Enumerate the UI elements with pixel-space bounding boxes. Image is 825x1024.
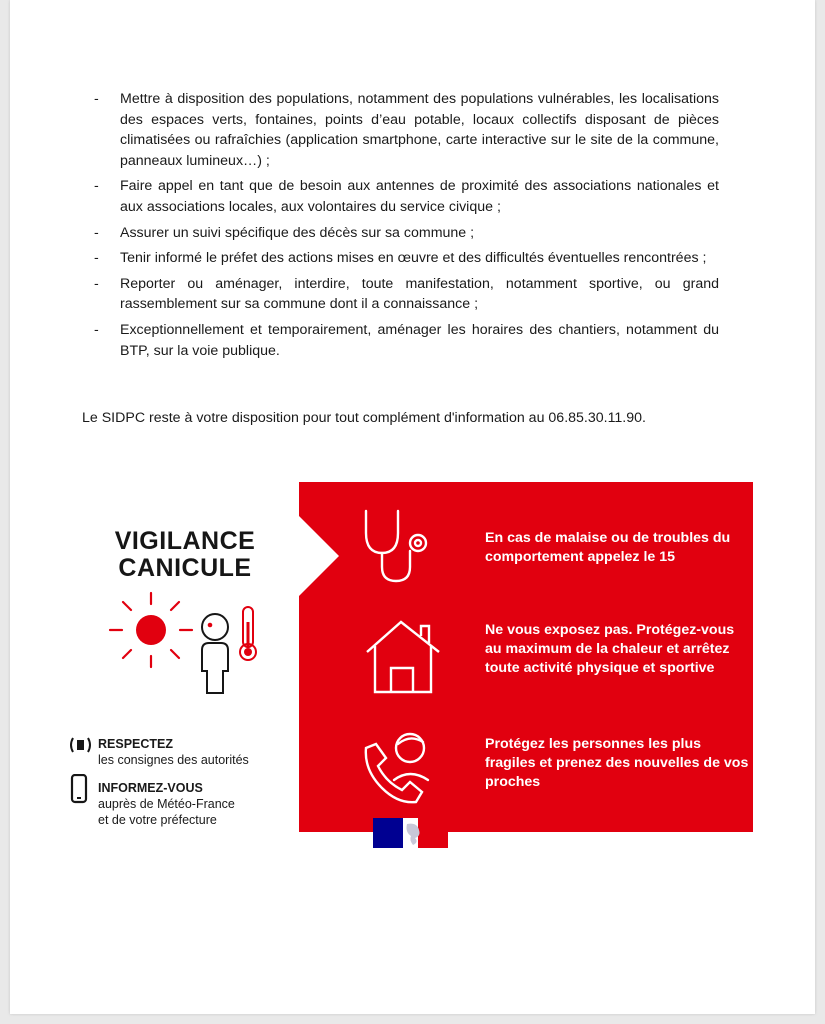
bullet-dash: -: [94, 224, 99, 241]
sun-icon: [104, 590, 199, 670]
marianne-logo-icon: [373, 818, 448, 848]
bullet-dash: -: [94, 178, 99, 195]
republic-logo: [373, 818, 448, 848]
bullet-dash: -: [94, 275, 99, 292]
bullet-dash: -: [94, 321, 99, 338]
person-icon: [196, 605, 234, 695]
list-item: - Reporter ou aménager, interdire, toute manifestation, notamment sportive, ou grand rassemblement sur sa commune dont il a connaissance ;: [94, 275, 719, 313]
contact-paragraph: Le SIDPC reste à votre disposition pour tout complément d'information au 06.85.30.11.90.: [82, 410, 646, 426]
thermometer-icon: [234, 604, 262, 664]
measures-list: [94, 89, 719, 366]
advice-text-1: En cas de malaise ou de troubles du comportement appelez le 15: [485, 530, 731, 565]
respect-block: RESPECTEZ les consignes des autorités: [98, 737, 249, 767]
list-item: - Mettre à disposition des populations, notamment des populations vulnérables, les localisations des espaces verts, fontaines, points d’eau potable, locaux collectifs disposant de pièces climatisées ou rafraîchies (application smartphone, carte interactive sur le site de la commune, panneaux lumineux…) ;: [94, 91, 719, 169]
advice-text-2: Ne vous exposez pas. Protégez-vous au maximum de la chaleur et arrêtez toute activité physique et sportive: [485, 622, 735, 676]
bullet-dash: -: [94, 91, 99, 107]
phone-call-icon: [360, 726, 445, 808]
inform-block: INFORMEZ-VOUS auprès de Météo-France et de votre préfecture: [98, 781, 235, 827]
list-item: - Assurer un suivi spécifique des décès sur sa commune ;: [94, 223, 719, 244]
list-item: - Exceptionnellement et temporairement, aménager les horaires des chantiers, notamment du BTP, sur la voie publique.: [94, 321, 719, 359]
document-page: [10, 0, 815, 1014]
list-item: - Faire appel en tant que de besoin aux antennes de proximité des associations nationales et aux associations locales, aux volontaires du service civique ;: [94, 178, 719, 215]
poster-title: VIGILANCE CANICULE: [114, 527, 256, 582]
list-item: - Tenir informé le préfet des actions mises en œuvre et des difficultés éventuelles rencontrées ;: [94, 248, 719, 269]
speaker-icon: [68, 735, 94, 755]
smartphone-icon: [68, 774, 90, 804]
advice-text-3: Protégez les personnes les plus fragiles et prenez des nouvelles de vos proches: [485, 736, 749, 790]
house-icon: [363, 616, 445, 696]
bullet-dash: -: [94, 250, 99, 267]
stethoscope-icon: [358, 505, 438, 587]
panel-notch: [299, 516, 339, 596]
